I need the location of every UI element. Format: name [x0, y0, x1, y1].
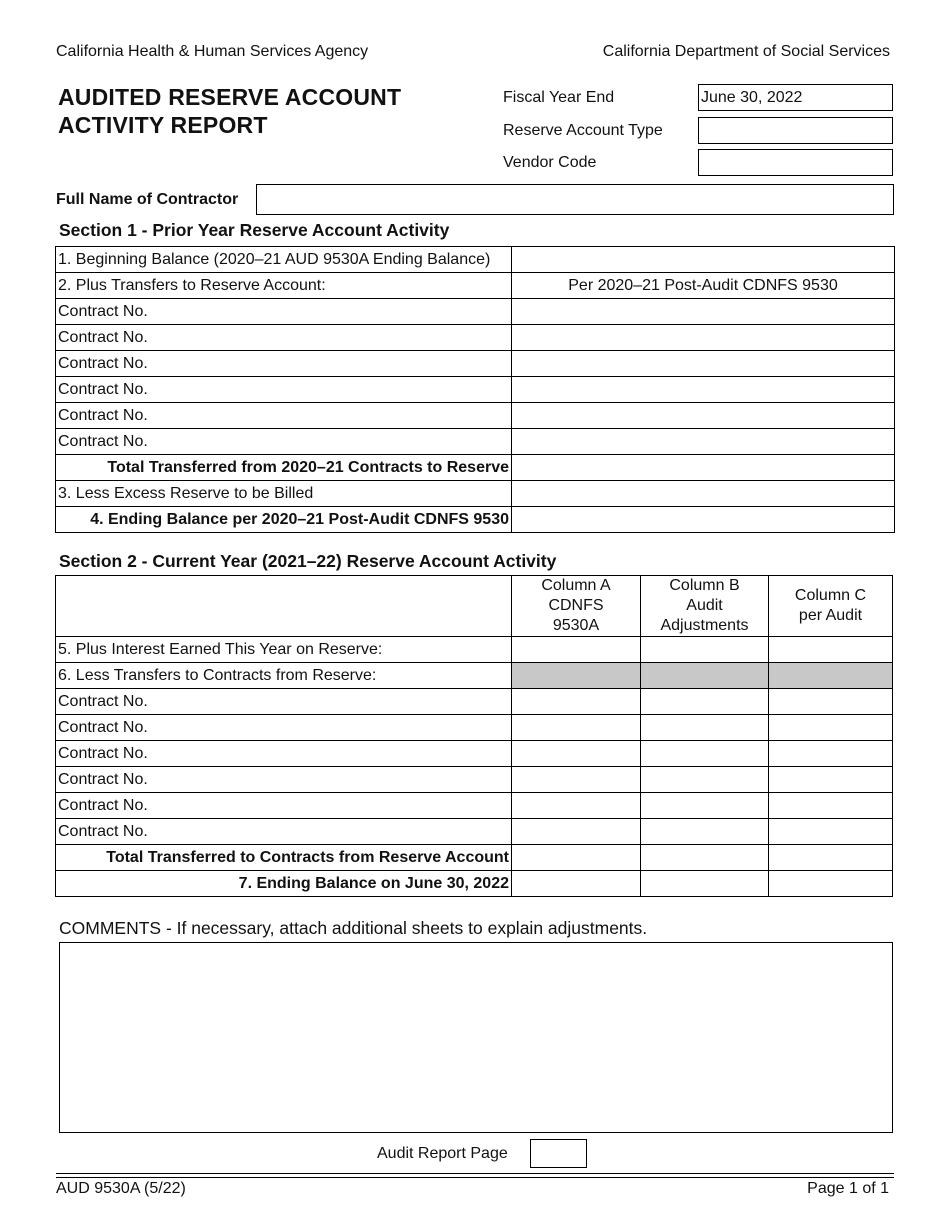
- contract-no-label: Contract No.: [56, 741, 512, 767]
- agency-name: California Health & Human Services Agency: [56, 43, 369, 60]
- table-row: [56, 403, 895, 429]
- table-row: [56, 429, 895, 455]
- page-title: [58, 83, 401, 139]
- contract-no-label: Contract No.: [56, 429, 512, 455]
- column-b-input[interactable]: [641, 715, 769, 741]
- column-b-input[interactable]: [641, 689, 769, 715]
- less-transfers-label: 6. Less Transfers to Contracts from Reserve:: [56, 663, 512, 689]
- vendor-code-field[interactable]: [698, 149, 893, 176]
- form-id: AUD 9530A (5/22): [56, 1180, 186, 1197]
- less-excess-reserve-label: 3. Less Excess Reserve to be Billed: [56, 481, 512, 507]
- shaded-cell: [641, 663, 769, 689]
- title-line-1: AUDITED RESERVE ACCOUNT: [58, 84, 402, 110]
- column-c-input[interactable]: [769, 741, 893, 767]
- table-row: [56, 845, 893, 871]
- column-c-header: [769, 576, 893, 637]
- contract-no-label: Contract No.: [56, 689, 512, 715]
- contract-amount-input[interactable]: [512, 429, 895, 455]
- beginning-balance-input[interactable]: [512, 247, 895, 273]
- column-c-line-1: Column C: [794, 587, 867, 604]
- shaded-cell: [769, 663, 893, 689]
- table-row: [56, 377, 895, 403]
- department-name: California Department of Social Services: [602, 43, 890, 60]
- beginning-balance-label: 1. Beginning Balance (2020–21 AUD 9530A Ending Balance): [56, 247, 512, 273]
- column-c-input[interactable]: [769, 767, 893, 793]
- less-excess-reserve-input[interactable]: [512, 481, 895, 507]
- title-line-2: ACTIVITY REPORT: [58, 112, 268, 138]
- column-b-input[interactable]: [641, 741, 769, 767]
- column-a-input[interactable]: [512, 715, 641, 741]
- contract-no-label: Contract No.: [56, 715, 512, 741]
- column-c-input[interactable]: [769, 715, 893, 741]
- column-b-input[interactable]: [641, 845, 769, 871]
- column-b-line-1: Column B: [669, 577, 740, 594]
- column-a-input[interactable]: [512, 637, 641, 663]
- column-c-input[interactable]: [769, 637, 893, 663]
- table-row: [56, 819, 893, 845]
- total-transferred-label: Total Transferred from 2020–21 Contracts to Reserve: [56, 455, 512, 481]
- column-c-line-2: per Audit: [798, 607, 863, 624]
- contract-amount-input[interactable]: [512, 403, 895, 429]
- table-row: [56, 507, 895, 533]
- reserve-account-type-label: Reserve Account Type: [503, 122, 663, 139]
- table-row: [56, 351, 895, 377]
- total-transferred-input[interactable]: [512, 455, 895, 481]
- comments-textarea[interactable]: [59, 942, 893, 1133]
- contract-no-label: Contract No.: [56, 403, 512, 429]
- column-c-input[interactable]: [769, 871, 893, 897]
- table-row: [56, 299, 895, 325]
- column-b-input[interactable]: [641, 793, 769, 819]
- section-1-table: [55, 246, 895, 533]
- column-c-input[interactable]: [769, 793, 893, 819]
- table-row: [56, 273, 895, 299]
- reserve-account-type-field[interactable]: [698, 117, 893, 144]
- audit-report-page-label: Audit Report Page: [377, 1145, 508, 1162]
- table-row: [56, 637, 893, 663]
- contractor-name-field[interactable]: [256, 184, 894, 215]
- table-row: [56, 481, 895, 507]
- table-row: [56, 455, 895, 481]
- contract-no-label: Contract No.: [56, 377, 512, 403]
- table-header-row: [56, 576, 893, 637]
- column-b-input[interactable]: [641, 637, 769, 663]
- contract-no-label: Contract No.: [56, 793, 512, 819]
- footer-divider: [56, 1177, 894, 1178]
- column-a-input[interactable]: [512, 845, 641, 871]
- column-c-input[interactable]: [769, 689, 893, 715]
- table-row: [56, 247, 895, 273]
- table-row: [56, 871, 893, 897]
- ending-balance-prior-label: 4. Ending Balance per 2020–21 Post-Audit CDNFS 9530: [56, 507, 512, 533]
- header-blank-cell: [56, 576, 512, 637]
- column-b-input[interactable]: [641, 871, 769, 897]
- page-number: Page 1 of 1: [807, 1180, 889, 1197]
- ending-balance-prior-input[interactable]: [512, 507, 895, 533]
- column-b-input[interactable]: [641, 767, 769, 793]
- column-b-input[interactable]: [641, 819, 769, 845]
- plus-transfers-note: Per 2020–21 Post-Audit CDNFS 9530: [512, 273, 895, 299]
- section-2-title: Section 2 - Current Year (2021–22) Reserve Account Activity: [59, 551, 557, 571]
- column-a-line-2: CDNFS: [548, 597, 604, 614]
- column-b-line-3: Adjustments: [660, 617, 749, 634]
- contract-no-label: Contract No.: [56, 325, 512, 351]
- plus-transfers-label: 2. Plus Transfers to Reserve Account:: [56, 273, 512, 299]
- column-a-header: [512, 576, 641, 637]
- contract-amount-input[interactable]: [512, 351, 895, 377]
- column-c-input[interactable]: [769, 819, 893, 845]
- contract-no-label: Contract No.: [56, 299, 512, 325]
- column-a-line-3: 9530A: [552, 617, 600, 634]
- contract-no-label: Contract No.: [56, 767, 512, 793]
- column-b-header: [641, 576, 769, 637]
- ending-balance-current-label: 7. Ending Balance on June 30, 2022: [56, 871, 512, 897]
- contract-no-label: Contract No.: [56, 351, 512, 377]
- fiscal-year-end-field[interactable]: June 30, 2022: [698, 84, 893, 111]
- section-1-title: Section 1 - Prior Year Reserve Account Activity: [59, 220, 450, 240]
- column-c-input[interactable]: [769, 845, 893, 871]
- plus-interest-label: 5. Plus Interest Earned This Year on Reserve:: [56, 637, 512, 663]
- column-a-input[interactable]: [512, 689, 641, 715]
- table-row: [56, 715, 893, 741]
- contractor-name-label: Full Name of Contractor: [56, 191, 239, 208]
- column-a-input[interactable]: [512, 871, 641, 897]
- column-a-input[interactable]: [512, 819, 641, 845]
- table-row: [56, 793, 893, 819]
- table-row: [56, 741, 893, 767]
- comments-label: COMMENTS - If necessary, attach additional sheets to explain adjustments.: [59, 918, 648, 938]
- column-a-input[interactable]: [512, 741, 641, 767]
- table-row: [56, 767, 893, 793]
- total-transferred-current-label: Total Transferred to Contracts from Reserve Account: [56, 845, 512, 871]
- contract-amount-input[interactable]: [512, 325, 895, 351]
- column-a-input[interactable]: [512, 767, 641, 793]
- table-row: [56, 689, 893, 715]
- column-b-line-2: Audit: [686, 597, 723, 614]
- table-row: [56, 325, 895, 351]
- shaded-cell: [512, 663, 641, 689]
- contract-amount-input[interactable]: [512, 299, 895, 325]
- section-2-table: [55, 575, 893, 897]
- footer-divider: [56, 1173, 894, 1174]
- fiscal-year-end-label: Fiscal Year End: [503, 89, 615, 106]
- contract-amount-input[interactable]: [512, 377, 895, 403]
- vendor-code-label: Vendor Code: [503, 154, 597, 171]
- column-a-input[interactable]: [512, 793, 641, 819]
- audit-report-page-field[interactable]: [530, 1139, 587, 1168]
- table-row: [56, 663, 893, 689]
- column-a-line-1: Column A: [541, 577, 611, 594]
- contract-no-label: Contract No.: [56, 819, 512, 845]
